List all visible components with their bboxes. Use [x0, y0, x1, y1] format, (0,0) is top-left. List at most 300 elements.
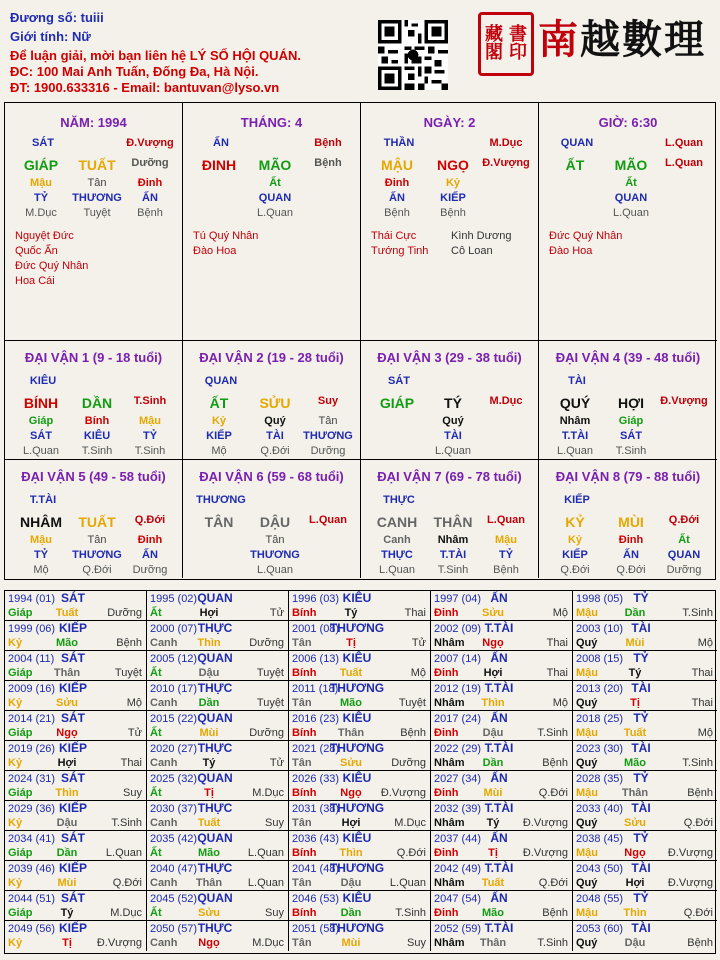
year-cell [147, 801, 289, 831]
year-star: ẤN [490, 591, 508, 605]
year-chi: Thìn [481, 697, 505, 709]
cell-text: Kỷ [445, 177, 461, 189]
year-can: Mậu [576, 607, 598, 619]
year-star: TỶ [633, 591, 649, 605]
year-can: Đinh [434, 607, 459, 619]
year-star: KIÊU [342, 771, 372, 785]
cell-text: THƯƠNG [250, 549, 300, 561]
cell-text: T.TÀI [439, 549, 467, 561]
year-chi: Dậu [624, 937, 646, 949]
cell-text: TÝ [444, 395, 462, 411]
cell-text: THƯƠNG [72, 549, 122, 561]
owner-name: Đương số: tuiii [10, 10, 104, 25]
cell-text: L.Quan [612, 207, 650, 219]
year-star: KIÊU [342, 891, 372, 905]
year-star: TÀI [631, 861, 651, 875]
cell-text: L.Quan [256, 207, 294, 219]
year-star: THƯƠNG [329, 621, 385, 635]
year-stage: Thai [691, 697, 713, 709]
year-chi: Dần [340, 907, 362, 919]
year-chi: Tị [346, 637, 356, 649]
cell-text: Bệnh [493, 564, 519, 576]
year-chi: Thân [195, 877, 223, 889]
year-label: 2029 (36) [8, 803, 56, 815]
year-chi: Tý [202, 757, 216, 769]
year-can: Bính [292, 907, 317, 919]
star-label: Đào Hoa [549, 245, 593, 257]
year-cell [431, 891, 573, 921]
cell-text: TỶ [142, 430, 158, 442]
year-label: 2042 (49) [434, 863, 482, 875]
year-cell [573, 891, 717, 921]
year-star: QUAN [197, 591, 233, 605]
year-can: Nhâm [434, 697, 465, 709]
year-cell [5, 681, 147, 711]
year-label: 2040 (47) [150, 863, 198, 875]
cell-text: THƯƠNG [196, 494, 246, 506]
cell-text: Canh [383, 534, 411, 546]
annual-luck-table [4, 590, 716, 954]
year-chi: Thân [479, 937, 507, 949]
year-label: 2009 (16) [8, 683, 56, 695]
year-can: Ất [150, 727, 162, 739]
year-stage: Bệnh [687, 787, 713, 799]
year-chi: Thìn [55, 787, 79, 799]
year-cell [147, 711, 289, 741]
year-cell [5, 771, 147, 801]
cell-text: KIẾP [562, 549, 588, 561]
cell-title: ĐẠI VẬN 7 (69 - 78 tuổi) [377, 469, 522, 484]
year-chi: Dần [624, 607, 646, 619]
cell-text: Kỷ [567, 534, 583, 546]
cell-title: ĐẠI VẬN 6 (59 - 68 tuổi) [199, 469, 344, 484]
cell-text: Tân [265, 534, 285, 546]
cell-text: L.Quan [487, 514, 525, 526]
year-cell [289, 741, 431, 771]
cell-text: THẦN [383, 137, 415, 149]
year-label: 2032 (39) [434, 803, 482, 815]
year-cell [431, 681, 573, 711]
year-star: ẤN [490, 711, 508, 725]
year-cell [289, 921, 431, 951]
year-label: 1994 (01) [8, 593, 56, 605]
year-can: Đinh [434, 907, 459, 919]
year-label: 2006 (13) [292, 653, 340, 665]
cell-text: QUAN [258, 192, 292, 204]
year-label: 2033 (40) [576, 803, 624, 815]
year-stage: Thai [691, 667, 713, 679]
year-stage: Q.Đới [112, 877, 142, 889]
cell-text: SỬU [259, 395, 291, 411]
year-label: 2034 (41) [8, 833, 56, 845]
year-stage: Đ.Vượng [522, 847, 568, 859]
cell-text: Q.Đới [260, 445, 290, 457]
star-label: Kình Dương [451, 230, 512, 242]
year-star: THỰC [197, 681, 233, 695]
year-chi: Tị [204, 787, 214, 799]
year-stage: Suy [407, 937, 426, 949]
cell-text: Quý [264, 415, 286, 427]
cell-text: Bệnh [137, 207, 163, 219]
year-label: 2013 (20) [576, 683, 624, 695]
year-chi: Tý [60, 907, 74, 919]
year-can: Đinh [434, 667, 459, 679]
year-cell [5, 651, 147, 681]
year-cell [431, 621, 573, 651]
star-label: Đức Quý Nhân [15, 260, 89, 272]
cell-title: NGÀY: 2 [423, 115, 476, 130]
cell-title: THÁNG: 4 [240, 115, 303, 130]
cell-text: Mộ [211, 445, 227, 457]
cell-text: T.TÀI [29, 494, 57, 506]
cell-text: L.Quan [665, 137, 703, 149]
year-star: SÁT [61, 591, 85, 605]
year-stage: M.Dục [394, 817, 426, 829]
year-cell [289, 831, 431, 861]
cell-text: Đ.Vượng [126, 137, 174, 149]
year-can: Kỷ [8, 757, 23, 769]
year-cell [289, 651, 431, 681]
year-chi: Dần [482, 757, 504, 769]
year-chi: Thìn [339, 847, 363, 859]
cell-text: L.Quan [309, 514, 347, 526]
year-cell [573, 681, 717, 711]
year-label: 2002 (09) [434, 623, 482, 635]
year-chi: Thân [53, 667, 81, 679]
year-label: 2004 (11) [8, 653, 55, 665]
year-star: SÁT [61, 831, 85, 845]
year-chi: Mão [482, 907, 504, 919]
cell-text: M.Dục [489, 395, 523, 407]
year-can: Tân [292, 637, 312, 649]
year-star: SÁT [61, 711, 85, 725]
year-label: 2049 (56) [8, 923, 56, 935]
year-cell [573, 921, 717, 951]
star-label: Tướng Tinh [371, 245, 429, 257]
gender: Giới tính: Nữ [10, 29, 91, 44]
year-can: Canh [150, 757, 178, 769]
year-stage: M.Dục [252, 787, 284, 799]
year-stage: L.Quan [247, 847, 284, 859]
cell-text: Dưỡng [666, 564, 702, 576]
year-star: TỶ [633, 711, 649, 725]
year-cell [573, 621, 717, 651]
year-label: 2018 (25) [576, 713, 624, 725]
year-cell [289, 771, 431, 801]
year-cell [5, 711, 147, 741]
year-star: T.TÀI [484, 681, 514, 695]
year-label: 2048 (55) [576, 893, 624, 905]
year-can: Giáp [8, 787, 33, 799]
year-cell [573, 861, 717, 891]
year-stage: T.Sinh [111, 817, 142, 829]
year-chi: Tý [628, 667, 642, 679]
pillar-cell [5, 103, 183, 341]
cell-text: MẬU [381, 157, 413, 173]
year-chi: Tị [62, 937, 72, 949]
year-stage: Bệnh [687, 937, 713, 949]
year-cell [573, 651, 717, 681]
cell-text: L.Quan [556, 445, 594, 457]
year-cell [289, 891, 431, 921]
dai-van-cell [5, 460, 183, 578]
year-label: 2022 (29) [434, 743, 482, 755]
year-cell [431, 651, 573, 681]
year-star: TỶ [633, 891, 649, 905]
dai-van-cell [539, 460, 717, 578]
cell-text: T.TÀI [561, 430, 589, 442]
year-chi: Dậu [198, 667, 220, 679]
star-label: Hoa Cái [15, 275, 55, 287]
year-stage: Thai [404, 607, 426, 619]
year-cell [147, 621, 289, 651]
year-label: 2037 (44) [434, 833, 482, 845]
year-stage: Đ.Vượng [380, 787, 426, 799]
year-label: 2017 (24) [434, 713, 482, 725]
year-can: Bính [292, 667, 317, 679]
year-chi: Dậu [482, 727, 504, 739]
cell-text: T.Sinh [437, 564, 469, 576]
year-cell [5, 741, 147, 771]
cell-text: Suy [317, 395, 339, 407]
year-stage: L.Quan [105, 847, 142, 859]
year-can: Kỷ [8, 877, 23, 889]
year-chi: Dần [56, 847, 78, 859]
year-can: Bính [292, 727, 317, 739]
cell-title: ĐẠI VẬN 2 (19 - 28 tuổi) [199, 350, 344, 365]
year-star: ẤN [490, 891, 508, 905]
year-cell [573, 711, 717, 741]
year-chi: Ngọ [56, 727, 78, 739]
year-cell [431, 591, 573, 621]
year-stage: Đ.Vượng [667, 877, 713, 889]
year-chi: Mão [198, 847, 220, 859]
cell-text: SÁT [388, 375, 410, 387]
cell-text: TÀI [444, 430, 462, 442]
star-label: Thái Cực [371, 230, 417, 242]
year-chi: Tuất [623, 727, 647, 739]
contact-note: Để luận giải, mời bạn liên hệ LÝ SỐ HỘI QUÁN. [10, 48, 301, 63]
year-stage: Mộ [410, 667, 426, 679]
year-label: 2053 (60) [576, 923, 624, 935]
phone-email[interactable]: ĐT: 1900.633316 - Email: bantuvan@lyso.vn [10, 80, 280, 95]
year-can: Tân [292, 937, 312, 949]
cell-text: ẤT [565, 157, 585, 173]
year-star: QUAN [197, 771, 233, 785]
seal-stamp-icon: 藏 書 閣 印 [478, 12, 534, 76]
year-can: Quý [576, 937, 598, 949]
dai-van-cell [539, 341, 717, 460]
year-label: 2046 (53) [292, 893, 340, 905]
year-cell [431, 831, 573, 861]
year-stage: Thai [546, 637, 568, 649]
cell-text: THỰC [381, 549, 413, 561]
year-label: 2007 (14) [434, 653, 482, 665]
cell-text: Nhâm [437, 534, 469, 546]
year-star: TÀI [631, 741, 651, 755]
cell-title: ĐẠI VẬN 4 (39 - 48 tuổi) [555, 350, 701, 365]
year-can: Kỷ [8, 937, 23, 949]
year-cell [147, 591, 289, 621]
cell-text: QUAN [204, 375, 238, 387]
year-star: T.TÀI [484, 801, 514, 815]
year-star: ẤN [490, 651, 508, 665]
cell-text: Mậu [30, 177, 52, 189]
year-cell [289, 591, 431, 621]
cell-text: MÃO [614, 157, 648, 173]
year-cell [147, 741, 289, 771]
cell-text: DẬU [259, 514, 291, 530]
year-cell [5, 831, 147, 861]
year-label: 2021 (28) [292, 743, 340, 755]
year-chi: Hợi [341, 817, 361, 829]
cell-text: Dưỡng [132, 564, 168, 576]
year-label: 2008 (15) [576, 653, 624, 665]
cell-text: TÀI [568, 375, 586, 387]
cell-text: Dưỡng [310, 445, 346, 457]
year-star: THỰC [197, 741, 233, 755]
pillar-cell [539, 103, 717, 341]
year-cell [431, 861, 573, 891]
logo: 南越數理 [538, 16, 706, 63]
address: ĐC: 100 Mai Anh Tuấn, Đống Đa, Hà Nội. [10, 64, 259, 79]
year-stage: Suy [265, 907, 284, 919]
cell-text: NHÂM [20, 514, 62, 530]
year-label: 2052 (59) [434, 923, 482, 935]
cell-text: ẤN [142, 192, 158, 204]
cell-text: M.Dục [489, 137, 523, 149]
cell-text: Dưỡng [131, 157, 169, 169]
year-stage: Suy [123, 787, 142, 799]
year-can: Bính [292, 607, 317, 619]
year-label: 1999 (06) [8, 623, 56, 635]
year-star: QUAN [197, 831, 233, 845]
year-label: 2026 (33) [292, 773, 340, 785]
year-cell [147, 891, 289, 921]
year-cell [289, 861, 431, 891]
year-can: Tân [292, 877, 312, 889]
year-label: 2027 (34) [434, 773, 482, 785]
year-stage: Thai [546, 667, 568, 679]
year-can: Canh [150, 697, 178, 709]
year-star: THƯƠNG [329, 801, 385, 815]
year-chi: Tị [488, 847, 498, 859]
year-label: 2015 (22) [150, 713, 198, 725]
year-can: Quý [576, 697, 598, 709]
year-stage: Mộ [552, 697, 568, 709]
year-stage: Tử [269, 757, 284, 769]
year-label: 2023 (30) [576, 743, 624, 755]
year-star: QUAN [197, 891, 233, 905]
cell-text: T.Sinh [134, 445, 166, 457]
year-stage: L.Quan [389, 877, 426, 889]
year-chi: Tý [344, 607, 358, 619]
cell-text: ẤN [389, 192, 405, 204]
year-cell [431, 921, 573, 951]
year-chi: Ngọ [198, 937, 220, 949]
year-stage: Q.Đới [683, 817, 713, 829]
year-stage: Mộ [697, 727, 713, 739]
year-cell [431, 801, 573, 831]
year-can: Giáp [8, 907, 33, 919]
year-cell [573, 831, 717, 861]
year-star: SÁT [61, 891, 85, 905]
qr-code-icon [378, 20, 448, 90]
year-stage: Dưỡng [249, 727, 284, 739]
year-chi: Sửu [481, 607, 505, 619]
cell-title: ĐẠI VẬN 1 (9 - 18 tuổi) [24, 350, 163, 365]
year-can: Nhâm [434, 817, 465, 829]
dai-van-cell [5, 341, 183, 460]
dai-van-cell [361, 341, 539, 460]
header [0, 0, 720, 100]
year-chi: Tuất [339, 667, 363, 679]
cell-text: HỢI [618, 395, 644, 411]
year-chi: Ngọ [340, 787, 362, 799]
cell-text: TỶ [33, 549, 49, 561]
year-can: Tân [292, 757, 312, 769]
cell-text: Mậu [495, 534, 517, 546]
cell-text: KIẾP [440, 192, 466, 204]
cell-title: GIỜ: 6:30 [598, 115, 658, 130]
year-label: 2051 (58) [292, 923, 340, 935]
year-chi: Ngọ [482, 637, 504, 649]
cell-text: QUAN [667, 549, 701, 561]
year-star: KIÊU [342, 591, 372, 605]
cell-text: Q.Đới [616, 564, 646, 576]
year-chi: Hợi [625, 877, 645, 889]
cell-text: SÁT [620, 430, 642, 442]
year-star: KIÊU [342, 831, 372, 845]
cell-text: Nhâm [559, 415, 591, 427]
cell-text: Q.Đới [82, 564, 112, 576]
year-stage: Mộ [552, 607, 568, 619]
cell-text: KIẾP [564, 494, 590, 506]
cell-text: DẦN [81, 395, 113, 411]
year-label: 2025 (32) [150, 773, 198, 785]
star-label: Cô Loan [451, 245, 493, 257]
cell-text: SÁT [32, 137, 54, 149]
year-label: 2014 (21) [8, 713, 56, 725]
cell-text: ẤN [623, 549, 639, 561]
year-stage: T.Sinh [537, 937, 568, 949]
year-stage: Suy [265, 817, 284, 829]
year-cell [147, 651, 289, 681]
cell-text: Quý [442, 415, 464, 427]
year-star: THƯƠNG [329, 741, 385, 755]
year-cell [431, 711, 573, 741]
year-chi: Mùi [341, 937, 361, 949]
year-can: Quý [576, 817, 598, 829]
chart-grid [4, 102, 716, 580]
cell-text: KIẾP [206, 430, 232, 442]
year-can: Tân [292, 817, 312, 829]
cell-text: T.Sinh [133, 395, 167, 407]
year-cell [147, 771, 289, 801]
year-stage: Q.Đới [396, 847, 426, 859]
year-label: 2047 (54) [434, 893, 482, 905]
cell-text: TUẤT [78, 514, 116, 530]
cell-text: SÁT [30, 430, 52, 442]
year-cell [573, 771, 717, 801]
cell-text: Kỷ [211, 415, 227, 427]
cell-text: Bính [84, 415, 110, 427]
year-star: THƯƠNG [329, 861, 385, 875]
year-chi: Sửu [623, 817, 647, 829]
year-chi: Sửu [55, 697, 79, 709]
year-label: 1997 (04) [434, 593, 482, 605]
cell-text: Bệnh [440, 207, 466, 219]
